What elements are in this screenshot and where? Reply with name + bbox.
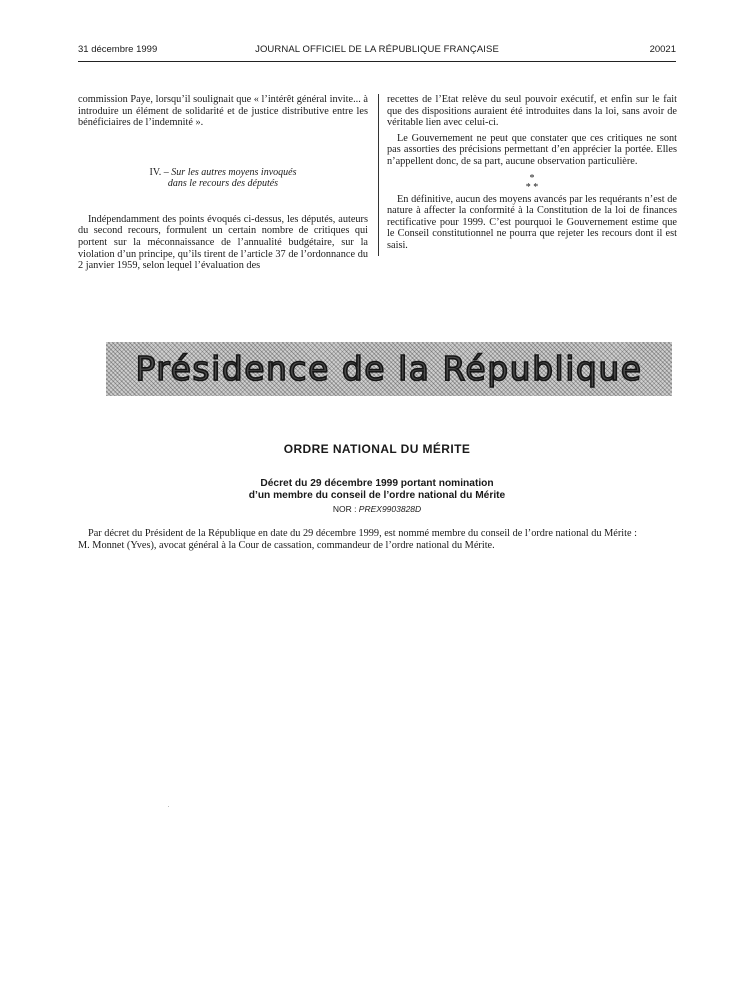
banner-title: Présidence de la République: [135, 349, 643, 388]
heading-number: IV. –: [149, 166, 172, 178]
right-column: [387, 94, 677, 252]
right-paragraph-2: Le Gouvernement ne peut que constater que ces critiques ne sont pas assorties des précisions permettant d’en apprécier la portée. Elles n’appellent donc, de sa part, aucune observation particulière.: [387, 132, 677, 167]
decree-paragraph-2: M. Monnet (Yves), avocat général à la Cour de cassation, commandeur de l’ordre national du Mérite.: [78, 539, 495, 551]
decree-section-title: ORDRE NATIONAL DU MÉRITE: [283, 442, 471, 456]
asterism-bottom: * *: [525, 181, 539, 193]
right-paragraph-1: recettes de l’Etat relève du seul pouvoir exécutif, et enfin sur le fait que des dispositions auraient été introduites dans la loi, sans avoir de véritable lien avec celui-ci.: [387, 94, 677, 129]
header-date: 31 décembre 1999: [78, 44, 158, 55]
decree-title-line-1: Décret du 29 décembre 1999 portant nomination: [260, 478, 494, 489]
asterism-top: *: [529, 172, 535, 184]
column-separator: [378, 94, 379, 256]
nor-reference: [78, 504, 676, 514]
page-header: [78, 44, 676, 58]
page-number: 20021: [649, 44, 676, 55]
heading-line-2: dans le recours des députés: [167, 178, 279, 190]
nor-label: NOR :: [332, 504, 359, 514]
presidency-banner: [106, 342, 672, 396]
left-paragraph-1: commission Paye, lorsqu’il soulignait que « l’intérêt général invite... à introduire un élément de solidarité et de justice distributive entre les bénéficiaires de l’indemnité ».: [78, 94, 368, 129]
section-heading-iv: [78, 167, 368, 190]
header-rule: [78, 61, 676, 62]
right-paragraph-3: En définitive, aucun des moyens avancés par les requérants n’est de nature à affecter la conformité à la Constitution de la loi de finances rectificative pour 1999. C’est pourquoi le Gouvernement estime que le Conseil constitutionnel ne pourra que rejeter les recours dont il est saisi.: [387, 193, 677, 251]
asterism: [387, 174, 677, 192]
heading-line-1: Sur les autres moyens invoqués: [171, 166, 297, 178]
decree-paragraph-1: Par décret du Président de la République en date du 29 décembre 1999, est nommé membre du conseil de l’ordre national du Mérite :: [88, 528, 637, 539]
decree-body: [78, 528, 676, 551]
nor-code: PREX9903828D: [358, 504, 422, 514]
scan-speck: [168, 806, 169, 807]
decree-title-line-2: d’un membre du conseil de l’ordre national du Mérite: [248, 489, 506, 501]
left-column: [78, 94, 368, 272]
decree-title: [78, 478, 676, 501]
left-paragraph-2: Indépendamment des points évoqués ci-dessus, les députés, auteurs du second recours, formulent un certain nombre de critiques qui portent sur la méconnaissance de l’annualité budgétaire, sur la violation d’un principe, qu’ils tirent de l’article 37 de l’ordonnance du 2 janvier 1959, selon lequel l’évaluation des: [78, 213, 368, 272]
journal-title: JOURNAL OFFICIEL DE LA RÉPUBLIQUE FRANÇAISE: [255, 44, 499, 55]
